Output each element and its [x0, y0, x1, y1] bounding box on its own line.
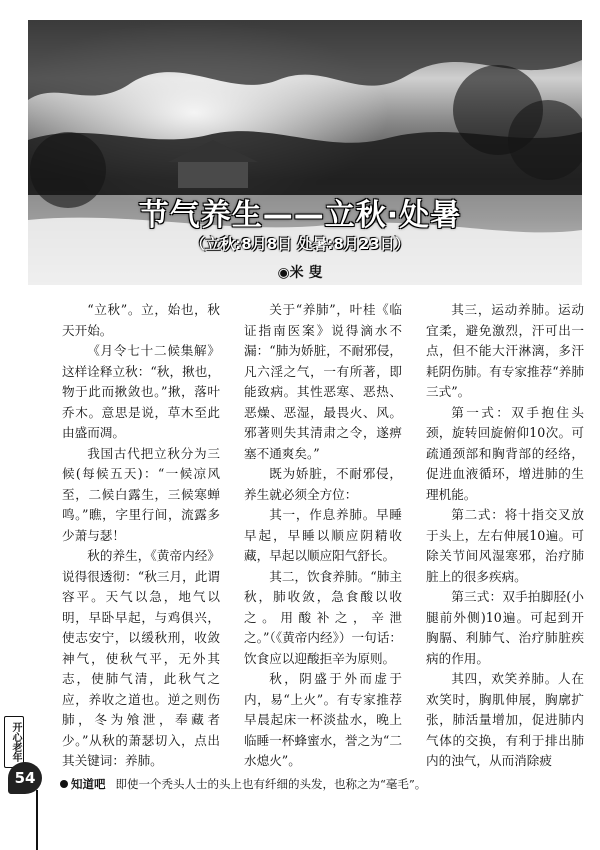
footer-label: 知道吧 [71, 777, 106, 791]
paragraph: 秋的养生，《黄帝内经》说得很透彻：“秋三月，此谓容平。天气以急，地气以明，早卧早起，与鸡俱兴，使志安宁，以缓秋刑，收敛神气，使秋气平，无外其志，使肺气清，此秋气之应，养收之道也。逆之则伤肺，冬为飧泄，奉藏者少。”从秋的萧瑟切入，点出其关键词：养肺。 [62, 548, 220, 768]
paragraph: 第三式：双手拍脚胫(小腿前外侧)10遍。可起到开胸膈、利肺气、治疗肺脏疾病的作用。 [426, 589, 584, 666]
text-column-3 [426, 300, 584, 772]
paragraph: 关于“养肺”，叶桂《临证指南医案》说得滴水不漏：“肺为娇脏，不耐邪侵，凡六淫之气，一有所著，即能致病。其性恶寒、恶热、恶燥、恶湿，最畏火、风。邪著则失其清肃之令，遂痹塞不通爽矣。” [244, 302, 402, 461]
author-byline: ◉米 叟 [277, 265, 323, 281]
magazine-name-tab: 开心老年 [4, 716, 24, 768]
text-column-2 [244, 300, 402, 772]
paragraph: 我国古代把立秋分为三候(每候五天)：“一候凉风至，二候白露生，三候寒蝉鸣。”瞧，字里行间，流露多少萧与瑟！ [62, 445, 220, 543]
paragraph: 其二，饮食养肺。“肺主秋，肺收敛，急食酸以收之。用酸补之，辛泄之。”（《黄帝内经》）一句话：饮食应以迎酸拒辛为原则。 [244, 568, 402, 666]
bullet-icon [60, 780, 68, 788]
paragraph: 《月令七十二候集解》这样诠释立秋：“秋，揪也，物于此而揪敛也。”揪，落叶乔木。意思是说，草木至此由盛而凋。 [62, 343, 220, 440]
paragraph: 秋，阴盛于外而虚于内，易“上火”。有专家推荐早晨起床一杯淡盐水，晚上临睡一杯蜂蜜水，誉之为“二水熄火”。 [244, 671, 402, 768]
paragraph: 其四，欢笑养肺。人在欢笑时，胸肌伸展，胸廓扩张，肺活量增加，促进肺内气体的交换，有利于排出肺内的浊气，从而消除疲 [426, 671, 584, 768]
paragraph: 其三，运动养肺。运动宜柔，避免激烈，汗可出一点，但不能大汗淋漓，多汗耗阴伤肺。有专家推荐“养肺三式”。 [426, 302, 584, 399]
text-column-1 [62, 300, 220, 772]
paragraph: 既为娇脏，不耐邪侵，养生就必须全方位： [244, 466, 402, 502]
paragraph: 第一式：双手抱住头颈，旋转回旋俯仰10次。可疏通颈部和胸背部的经络，促进血液循环，增进肺的生理机能。 [426, 404, 584, 502]
paragraph: “立秋”。立，始也，秋天开始。 [62, 302, 220, 338]
article-subtitle: （立秋:8月8日 处暑:8月23日） [190, 235, 410, 253]
page-number: 54 [8, 762, 42, 794]
footer-text: 即使一个秃头人士的头上也有纤细的头发，也称之为“毫毛”。 [115, 777, 427, 791]
paragraph: 第二式：将十指交叉放于头上，左右伸展10遍。可除关节间风湿寒邪，治疗肺脏上的很多疾病。 [426, 507, 584, 584]
article-title: 节气养生——立秋·处暑 [138, 198, 462, 233]
footer-tip [60, 776, 560, 792]
paragraph: 其一，作息养肺。早睡早起，早睡以顺应阴精收藏，早起以顺应阳气舒长。 [244, 507, 402, 563]
margin-rule [36, 790, 38, 850]
